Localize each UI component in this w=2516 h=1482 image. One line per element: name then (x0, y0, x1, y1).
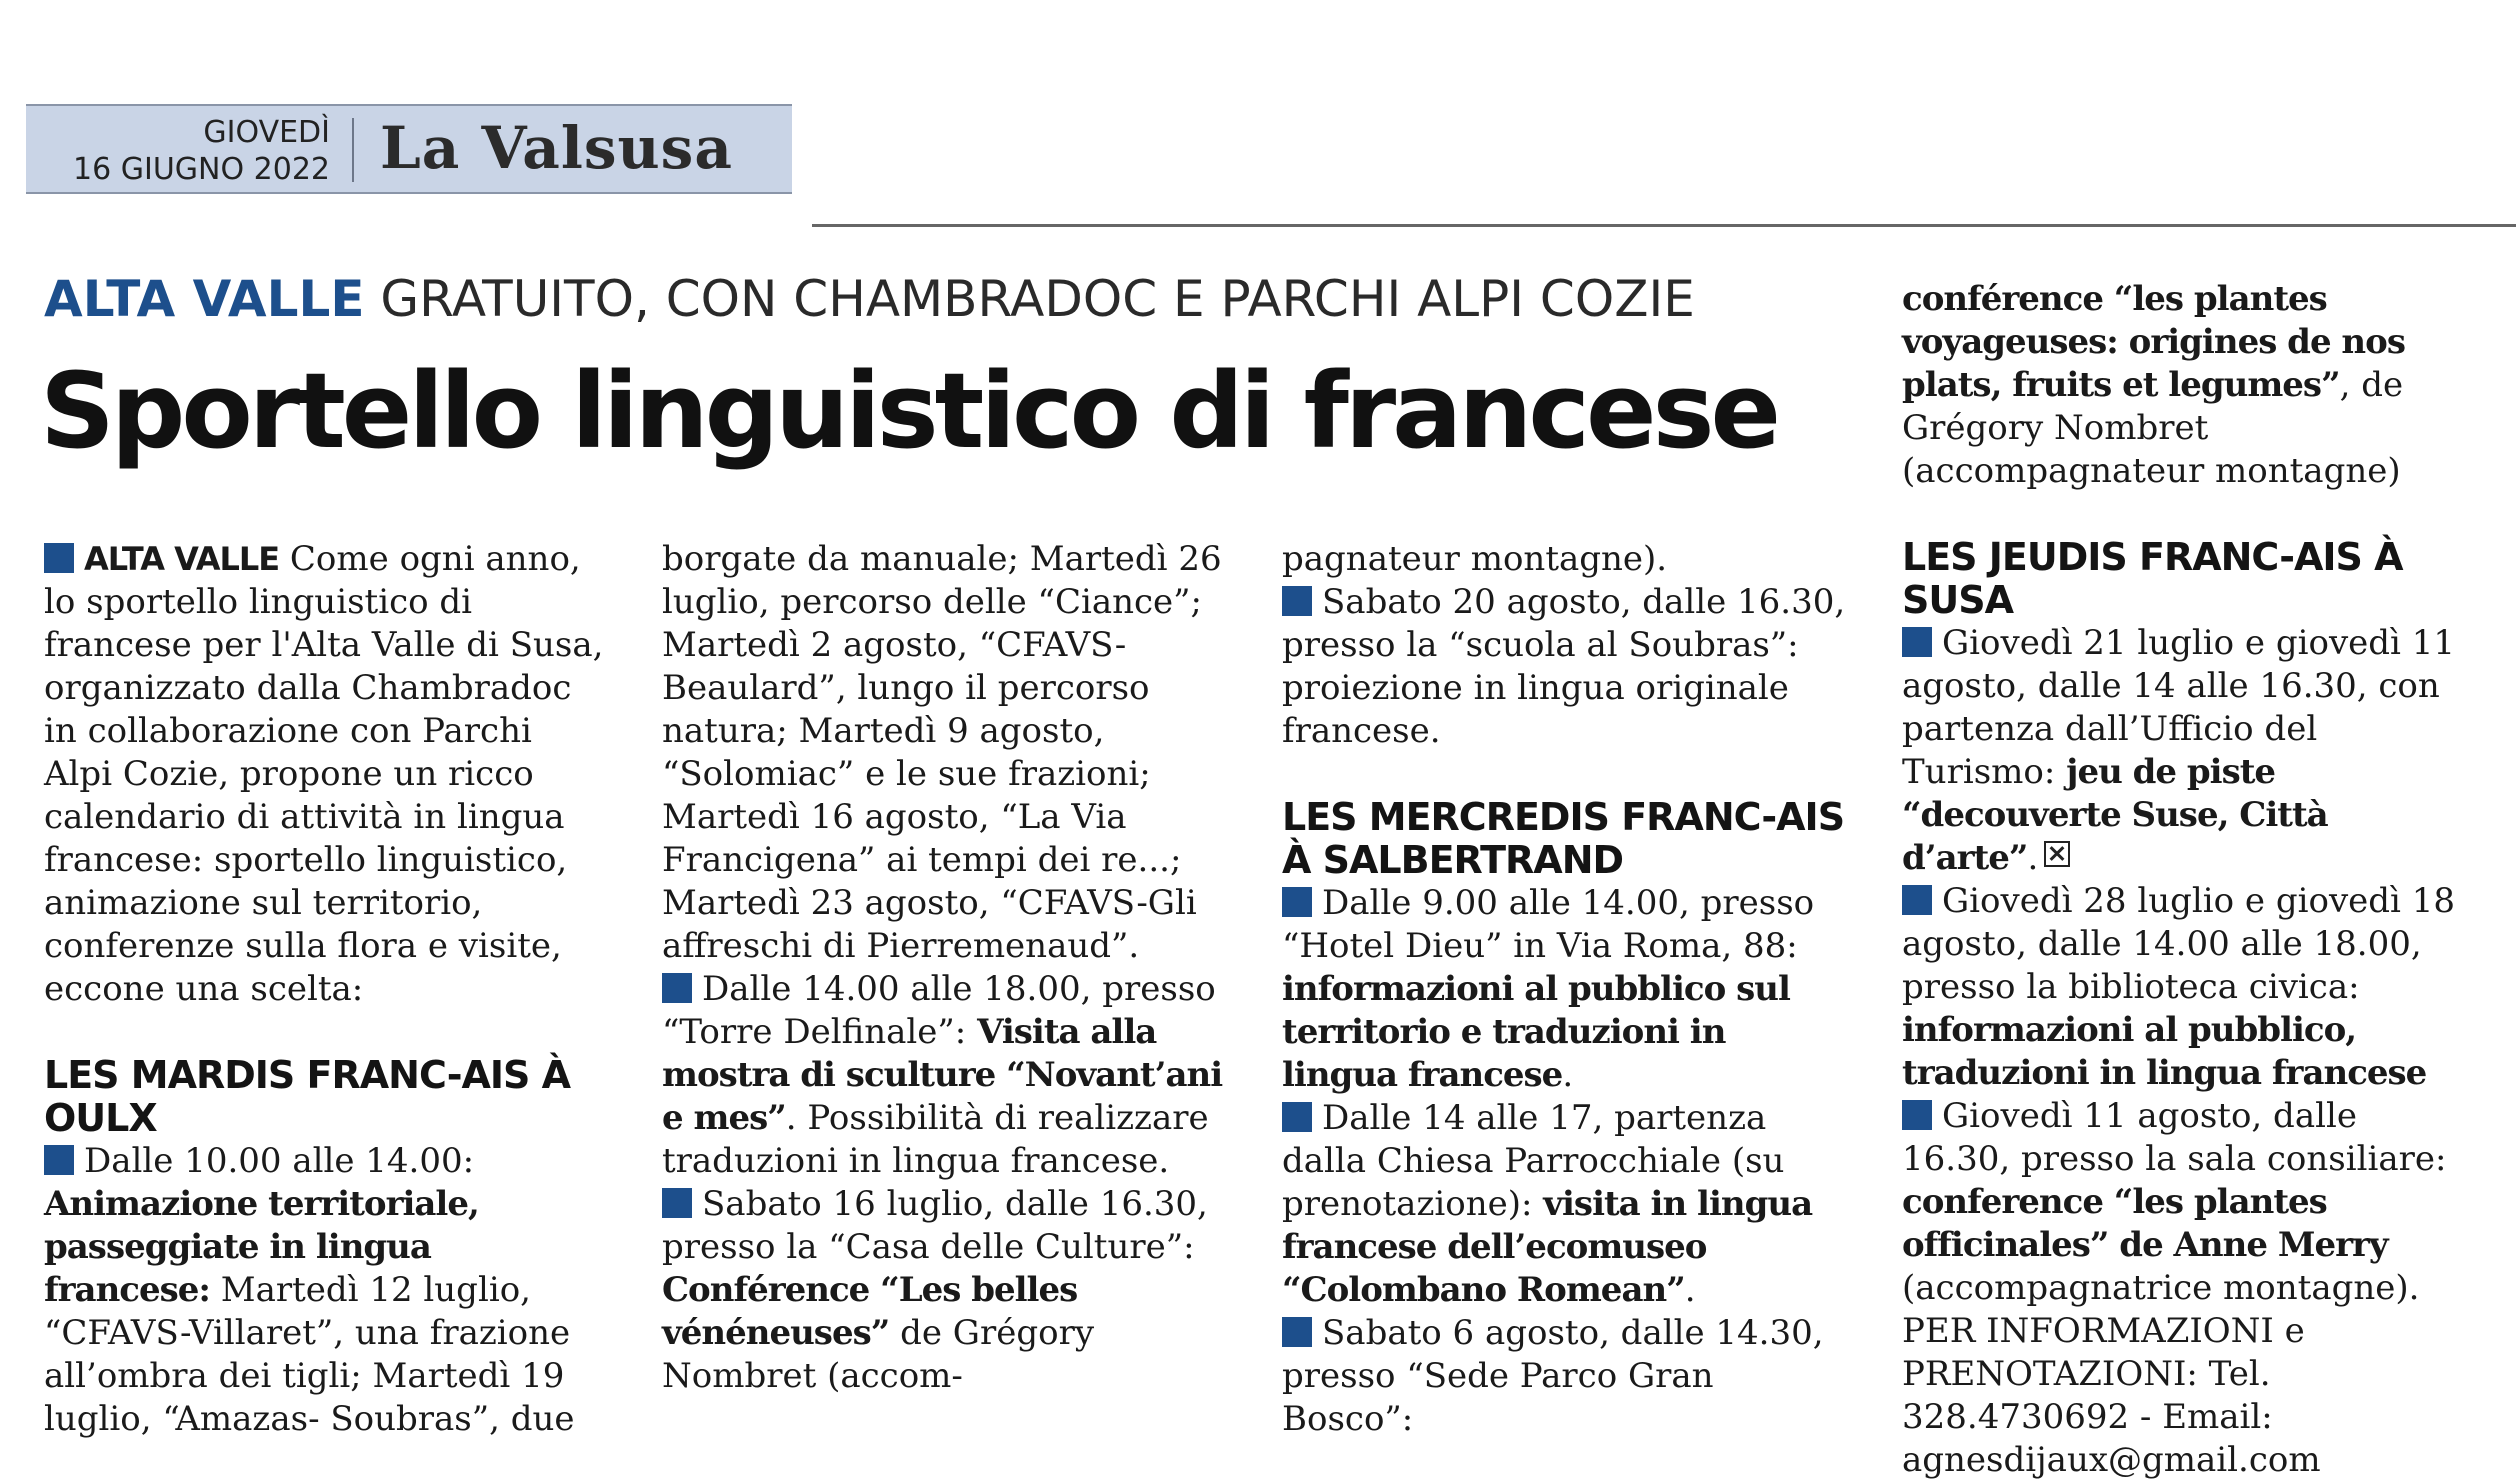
giovedi-3-text: Giovedì 11 agosto, dalle 16.30, presso la sala consiliare: (1902, 1096, 2447, 1179)
mardi-highlight: Animazione territoriale, passeggiate in lingua francese: (44, 1184, 479, 1310)
bullet-square-icon (662, 1188, 692, 1218)
bullet-square-icon (1282, 586, 1312, 616)
issue-full-date: 16 GIUGNO 2022 (73, 152, 330, 187)
giovedi-3-highlight: conference “les plantes officinales” de Anne Merry (1902, 1182, 2388, 1265)
jeudis-heading: LES JEUDIS FRANC-AIS À SUSA (1902, 535, 2403, 622)
torre-text: Dalle 14.00 alle 18.00, presso “Torre Delfinale”: (662, 969, 1216, 1052)
close-box-icon (2044, 841, 2070, 867)
mardi-text: Martedì 12 luglio, “CFAVS-Villaret”, una frazione all’ombra dei tigli; Martedì 19 luglio, “Amazas- Soubras”, due (44, 1270, 575, 1439)
intro-paragraph (44, 538, 606, 1011)
giovedi-3-paragraph (1902, 1095, 2464, 1310)
bullet-square-icon (1282, 1102, 1312, 1132)
torre-highlight: Visita alla mostra di sculture “Novant’ani e mes” (662, 1012, 1223, 1138)
chiesa-text: Dalle 14 alle 17, partenza dalla Chiesa Parrocchiale (su prenotazione): (1282, 1098, 1785, 1224)
bullet-square-icon (1902, 1100, 1932, 1130)
casa-culture-paragraph (662, 1183, 1224, 1398)
kicker-text: GRATUITO, CON CHAMBRADOC E PARCHI ALPI COZIE (380, 270, 1695, 328)
article-title: Sportello linguistico di francese (40, 350, 1778, 472)
article-column-4 (1902, 278, 2464, 1482)
soubras-text: Sabato 20 agosto, dalle 16.30, presso la “scuola al Soubras”: proiezione in lingua originale francese. (1282, 582, 1846, 751)
sabato-highlight: Conférence “Les belles vénéneuses” (662, 1270, 1078, 1353)
torre-after: Possibilità di realizzare traduzioni in lingua francese. (662, 1098, 1209, 1181)
bullet-square-icon (1902, 885, 1932, 915)
mardi-paragraph (44, 1140, 606, 1441)
hotel-paragraph: Dalle 9.00 alle 14.00, presso “Hotel Dieu” in Via Roma, 88: informazioni al pubblico sul territorio e traduzioni in lingua francese. (1282, 883, 1815, 1095)
sabato-text: Sabato 16 luglio, dalle 16.30, presso la “Casa delle Culture”: (662, 1184, 1208, 1267)
bullet-square-icon (1282, 887, 1312, 917)
mercredis-heading: LES MERCREDIS FRANC-AIS À SALBERTRAND (1282, 795, 1845, 882)
col3-continuation: pagnateur montagne). (1282, 539, 1668, 579)
chiesa-highlight: visita in lingua francese dell’ecomuseo “Colombano Romean” (1282, 1184, 1813, 1310)
article-column-1 (44, 538, 606, 1441)
mardis-heading: LES MARDIS FRANC-AIS À OULX (44, 1053, 571, 1140)
hotel-highlight: informazioni al pubblico sul territorio e traduzioni in lingua francese (1282, 969, 1790, 1095)
parco-text: Sabato 6 agosto, dalle 14.30, presso “Sede Parco Gran Bosco”: (1282, 1313, 1824, 1439)
intro-text: Come ogni anno, lo sportello linguistico di francese per l'Alta Valle di Susa, organizzato dalla Chambradoc in collaborazione con Parchi Alpi Cozie, propone un ricco calendario di attività in lingua francese: sportello linguistico, animazione sul territorio, conferenze sulla flora e visite, eccone una scelta: (44, 539, 604, 1009)
giovedi-2-text: Giovedì 28 luglio e giovedì 18 agosto, dalle 14.00 alle 18.00, presso la biblioteca civica: (1902, 881, 2455, 1007)
bullet-square-icon (662, 973, 692, 1003)
giovedi-2-highlight: informazioni al pubblico, traduzioni in lingua francese (1902, 1010, 2427, 1093)
bullet-square-icon (44, 543, 74, 573)
issue-date (26, 114, 330, 188)
chiesa-paragraph: Dalle 14 alle 17, partenza dalla Chiesa Parrocchiale (su prenotazione): visita in lingua francese dell’ecomuseo “Colombano Romean”. (1282, 1098, 1813, 1310)
giovedi-1-paragraph: Giovedì 21 luglio e giovedì 11 agosto, dalle 14 alle 16.30, con partenza dall’Ufficio del Turismo: jeu de piste “decouverte Suse, Città d’arte”. (1902, 623, 2455, 878)
hotel-text: Dalle 9.00 alle 14.00, presso “Hotel Dieu” in Via Roma, 88: (1282, 883, 1815, 966)
conference-text: , de Grégory Nombret (accompagnateur montagne) (1902, 365, 2404, 491)
giovedi-2-paragraph (1902, 880, 2464, 1095)
sabato-after: de Grégory Nombret (accom- (662, 1313, 1095, 1396)
article-kicker (44, 268, 1695, 330)
kicker-location: ALTA VALLE (44, 270, 365, 328)
bullet-square-icon (1902, 627, 1932, 657)
newspaper-logo: La Valsusa (380, 114, 733, 182)
article-column-3 (1282, 538, 1846, 1441)
parco-paragraph (1282, 1312, 1846, 1441)
torre-paragraph: Dalle 14.00 alle 18.00, presso “Torre Delfinale”: Visita alla mostra di sculture “Novant’ani e mes”. Possibilità di realizzare traduzioni in lingua francese. (662, 969, 1223, 1181)
article-column-2 (662, 538, 1224, 1398)
masthead (26, 104, 792, 194)
bullet-square-icon (44, 1145, 74, 1175)
contact-info: PER INFORMAZIONI e PRENOTAZIONI: Tel. 328.4730692 - Email: agnesdijaux@gmail.com (1902, 1311, 2321, 1480)
conference-highlight: conférence “les plantes voyageuses: origines de nos plats, fruits et legumes” (1902, 279, 2405, 405)
issue-day: GIOVEDÌ (203, 115, 330, 150)
col4-continuation (1902, 278, 2464, 493)
header-rule (812, 224, 2516, 227)
soubras-paragraph (1282, 581, 1846, 753)
intro-lead-in: ALTA VALLE (84, 540, 280, 578)
giovedi-1-text: Giovedì 21 luglio e giovedì 11 agosto, dalle 14 alle 16.30, con partenza dall’Ufficio del Turismo: (1902, 623, 2455, 792)
masthead-divider (352, 118, 354, 182)
col2-continuation: borgate da manuale; Martedì 26 luglio, percorso delle “Ciance”; Martedì 2 agosto, “CFAVS- Beaulard”, lungo il percorso natura; Martedì 9 agosto, “Solomiac” e le sue frazioni; Martedì 16 agosto, “La Via Francigena” ai tempi dei re...; Martedì 23 agosto, “CFAVS-Gli affreschi di Pierremenaud”. (662, 539, 1222, 966)
giovedi-3-after: (accompagnatrice montagne). (1902, 1268, 2420, 1308)
mardi-time: Dalle 10.00 alle 14.00: (84, 1141, 475, 1181)
bullet-square-icon (1282, 1317, 1312, 1347)
giovedi-1-highlight: jeu de piste “decouverte Suse, Città d’arte” (1902, 752, 2328, 878)
